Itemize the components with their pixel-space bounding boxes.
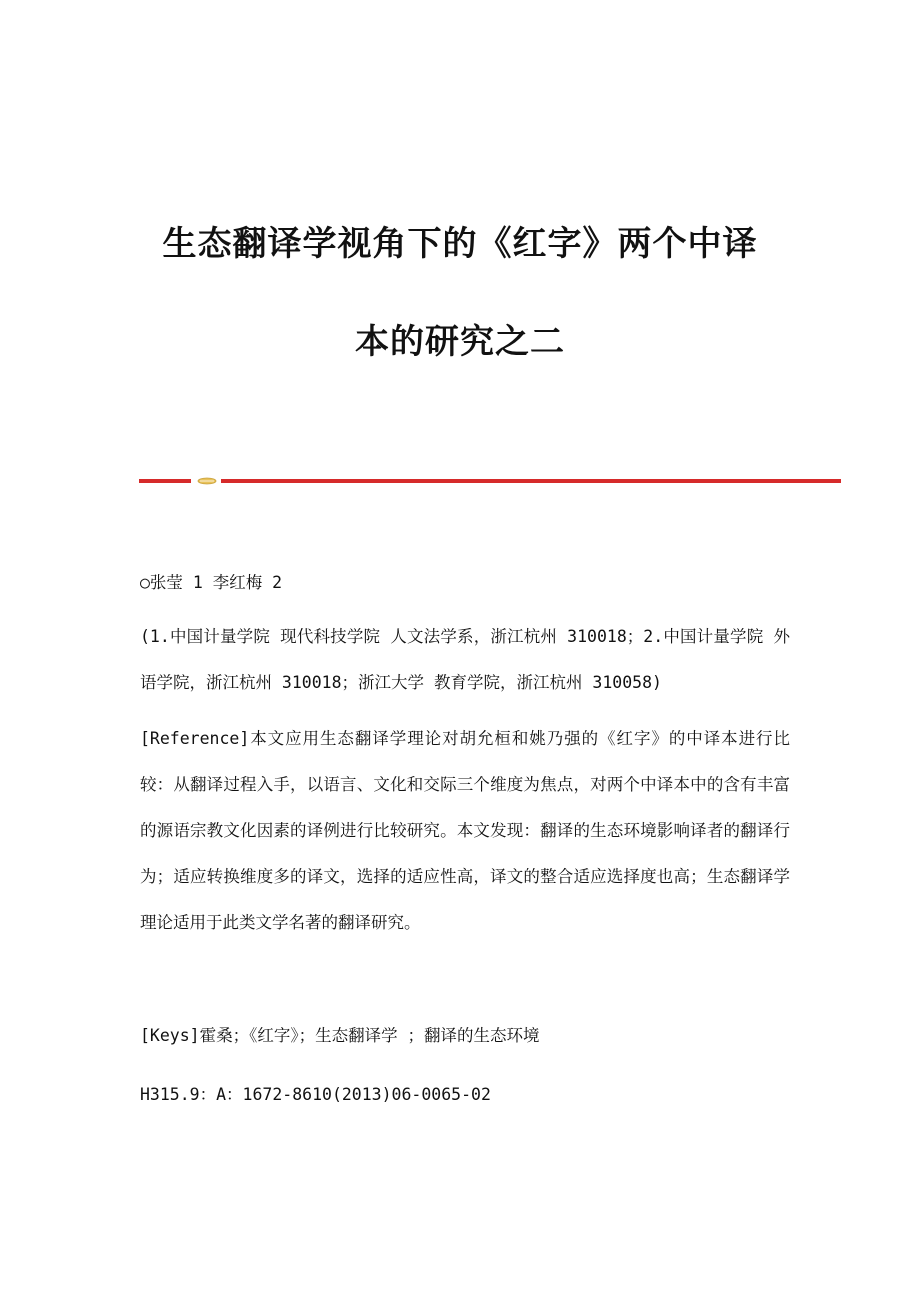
title-divider xyxy=(139,476,841,486)
page-title-line-1: 生态翻译学视角下的《红字》两个中译 xyxy=(162,224,758,264)
abstract-paragraph xyxy=(140,716,790,946)
keywords-text: 霍桑；《红字》；生态翻译学 ；翻译的生态环境 xyxy=(199,1026,540,1045)
divider-bar-right xyxy=(221,479,841,483)
classification-code: H315.9：A：1672-8610(2013)06-0065-02 xyxy=(140,1085,491,1104)
authors-line: ○张莹 1 李红梅 2 xyxy=(140,573,283,592)
abstract-label: [Reference] xyxy=(140,729,250,748)
ornament-icon xyxy=(197,477,217,485)
keywords-label: [Keys] xyxy=(140,1026,200,1045)
affiliations: (1.中国计量学院 现代科技学院 人文法学系，浙江杭州 310018；2.中国计量学院 外语学院，浙江杭州 310018；浙江大学 教育学院，浙江杭州 310058) xyxy=(140,627,790,692)
divider-bar-left xyxy=(139,479,191,483)
abstract-text: 本文应用生态翻译学理论对胡允桓和姚乃强的《红字》的中译本进行比较：从翻译过程入手，以语言、文化和交际三个维度为焦点，对两个中译本中的含有丰富的源语宗教文化因素的译例进行比较研究。本文发现：翻译的生态环境影响译者的翻译行为；适应转换维度多的译文，选择的适应性高，译文的整合适应选择度也高；生态翻译学理论适用于此类文学名著的翻译研究。 xyxy=(140,729,790,932)
keywords-line xyxy=(140,1022,540,1046)
page-title-line-2: 本的研究之二 xyxy=(355,322,565,362)
